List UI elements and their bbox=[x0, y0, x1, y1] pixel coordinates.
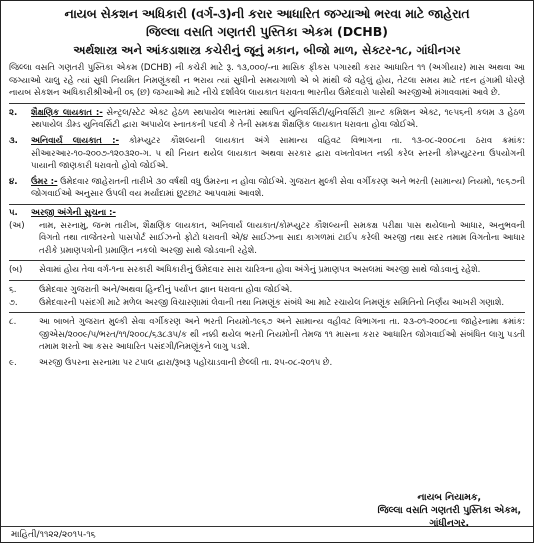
section-label: ઉંમર :- bbox=[31, 176, 58, 187]
instruction-item bbox=[9, 220, 525, 258]
tail-number: ૭. bbox=[9, 297, 18, 308]
section-body bbox=[31, 135, 525, 173]
section-application-instructions bbox=[9, 207, 525, 220]
section-label: શૈક્ષણિક લાયકાત :- bbox=[31, 107, 103, 118]
signature-designation: નાયબ નિયામક, bbox=[417, 492, 482, 503]
divider bbox=[9, 312, 525, 313]
tail-number: ૯. bbox=[9, 357, 17, 368]
instruction-text: નામ, સરનામુ, જન્મ તારીખ, શૈક્ષણિક લાયકાત, અનિવાર્ય લાયકાત/કોમ્પ્યુટર કૌશલ્યની સમકક્ષ પરીક્ષા પાસ થયેલાનો આધાર, અનુભવની વિગતો તથા તાજેતરનો પાસપોર્ટ સાઈઝનો ફોટો ધરાવતી એ/૪ સાઈઝના સાદા કાગળમાં ટાઈપ કરેલી અરજી તથા સદર તમામ વિગતોના આધાર તરીકે પ્રમાણપત્રોની પ્રમાણિત નકલો અરજી સાથે જોડવાની રહેશે. bbox=[39, 220, 525, 256]
divider bbox=[9, 204, 525, 205]
tail-number: ૬. bbox=[9, 284, 17, 295]
tail-item-rules bbox=[9, 316, 525, 354]
section-text: સેન્ટ્રલ/સ્ટેટ એક્ટ હેઠળ સ્થપાયેલ ભારતમાં સ્થાપિત યુનિવર્સિટી/યુનિવર્સિટી ગ્રાન્ટ કમિશન એક્ટ, ૧૯૫૬ની કલમ ૩ હેઠળ સ્થપાયેલ ડીમ્ડ યુનિવર્સિટી દ્વારા અપાયેલ સ્નાતકની પદવી કે તેની સમકક્ષ શૈક્ષણિક લાયકાત ધરાવતા હોવા જોઈએ. bbox=[31, 107, 526, 131]
tail-item-deadline bbox=[9, 357, 525, 370]
office-name: જિલ્લા વસતિ ગણતરી પુસ્તિકા એકમ (DCHB) bbox=[146, 24, 388, 39]
divider bbox=[9, 280, 525, 281]
instruction-text: સેવામાં હોય તેવા વર્ગ-૧ના સરકારી અધિકારીનું ઉમેદવાર સારા ચારિત્રના હોવા અંગેનું પ્રમાણપત્ર અસલમાં અરજી સાથે જોડવાનું રહેશે. bbox=[39, 265, 481, 276]
intro-paragraph: જિલ્લા વસતિ ગણતરી પુસ્તિકા એકમ (DCHB) ની કચેરી માટે રૂ. ૧૩,૦૦૦/-ના માસિક ફીકસ પગારથી કરાર આધારિત ૧૧ (અગીયાર) માસ અથવા આ જગ્યાઓ ચાલુ રહે ત્યાં સુધી નિયમિત નિમણૂંકથી ન ભરાય ત્યાં સુધીનો સમયગાળો એ બે માંથી જે વહેલું હોય, તેટલા સમય માટે તદન હંગામી ધોરણે નાયબ સેકશન અધિકારીશ્રીઓની ૦૬ (છ) જગ્યાઓ માટે નીચે દર્શાવેલ લાયકાત ધરાવતા ભારતીય ઉમેદવારો પાસેથી અરજીઓ મંગાવવામાં આવે છે. bbox=[9, 63, 525, 99]
signature-city: ગાંધીનગર. bbox=[429, 518, 470, 529]
section-number: ૪. bbox=[9, 176, 18, 187]
tail-text: આ બાબતે ગુજરાત મુલ્કી સેવા વર્ગીકરણ અને ભરતી નિયમો-૧૯૬૭ અને સામાન્ય વહીવટ વિભાગના તા. ૨૩-૦૧-૨૦૦૮ના જાહેરનામા ક્રમાંક: જીએસ/૨૦૦૯/૫/ભરત/૧૧/૨૦૦૮/૬૩૮૩૫/ક થી નક્કી થયેલ ભરતી નિયમોની તેમજ ૧૧ માસના કરાર આધારિત જોગવાઈઓ સંબંધિત લાગુ પડતી તમામ શરતો આ કસર આધારિત પસંદગી/નિમણૂંકને લાગુ પડશે. bbox=[39, 317, 525, 353]
tail-number: ૮. bbox=[9, 317, 17, 328]
section-body bbox=[31, 176, 525, 201]
tail-text: ઉમેદવાર ગુજરાતી અને/અથવા હિન્દીનું પર્યાપ્ત જ્ઞાન ધરાવતા હોવા જોઈએ. bbox=[39, 284, 293, 295]
section-required-qualification bbox=[9, 135, 525, 173]
section-number: ૫. bbox=[9, 207, 18, 218]
footer-reference: માહિતી/૧૧૨૨/૨૦૧૫-૧૬ bbox=[1, 526, 533, 543]
divider bbox=[9, 103, 525, 104]
office-address: અર્થશાસ્ત્ર અને આંકડાશાસ્ત્ર કચેરીનું જૂનું મકાન, બીજો માળ, સેક્ટર-૧૮, ગાંધીનગર bbox=[73, 43, 461, 57]
section-number: ૩. bbox=[9, 135, 18, 146]
signature-office: જિલ્લા વસતિ ગણતરી પુસ્તિકા એકમ, bbox=[377, 505, 521, 516]
tail-text: ઉમેદવારની પસંદગી માટે મળેલ અરજી વિચારણામાં લેવાની તથા નિમણૂંક સંબંધે આ માટે રચાયેલ નિમણૂંક સમિતિનો નિર્ણય આખરી ગણાશે. bbox=[39, 297, 504, 308]
tail-item-language bbox=[9, 284, 525, 297]
instruction-item bbox=[9, 264, 525, 277]
advertisement-title: નાયબ સેકશન અધિકારી (વર્ગ-૩)ની કરાર આધારિત જગ્યાઓ ભરવા માટે જાહેરાત bbox=[64, 6, 470, 21]
section-label: અરજી અંગેની સુચના :- bbox=[31, 207, 116, 218]
tail-item-selection bbox=[9, 297, 525, 310]
divider bbox=[9, 260, 525, 261]
section-age bbox=[9, 176, 525, 201]
signature-block bbox=[378, 491, 522, 530]
section-body bbox=[31, 107, 525, 132]
section-label: અનિવાર્ય લાયકાત :- bbox=[31, 135, 119, 146]
instruction-label: (અ) bbox=[9, 220, 25, 231]
section-text: કોમ્પ્યુટર કૌશલ્યની લાયકાત અંગે સામાન્ય વહિવટ વિભાગના તા. ૧૩-૦૮-૨૦૦૮ના ઠરાવ ક્રમાંક: સીઆરઆર-૧૦-૨૦૦૭-૧૨૦૩૨૦-ગ. ૫ થી નિયત થયેલ લાયકાત અથવા સરકાર દ્વારા વખતોવખત નક્કી કરેલ સ્તરની કોમ્પ્યુટરના ઉપયોગની પાયાની જાણકારી ધરાવતો હોવો જોઈએ. bbox=[31, 135, 525, 172]
section-number: ૨. bbox=[9, 107, 18, 118]
instruction-label: (બ) bbox=[9, 265, 23, 276]
section-qualification bbox=[9, 107, 525, 132]
tail-text: અરજી ઉપરના સરનામા પર ટપાલ દ્વારા/રૂબરૂ પહોંચાડવાની છેલ્લી તા. ૨૫-૦૮-૨૦૧૫ છે. bbox=[39, 357, 333, 368]
section-text: ઉમેદવાર જાહેરાતની તારીખે ૩૦ વર્ષથી વધુ ઉંમરના ન હોવા જોઈએ. ગુજરાત મુલ્કી સેવા વર્ગીકરણ અને ભરતી (સામાન્ય) નિયમો, ૧૯૬૭ની જોગવાઈઓ અનુસાર ઉપલી વય મર્યાદામાં છુટછાટ આપવામાં આવશે. bbox=[31, 176, 525, 200]
